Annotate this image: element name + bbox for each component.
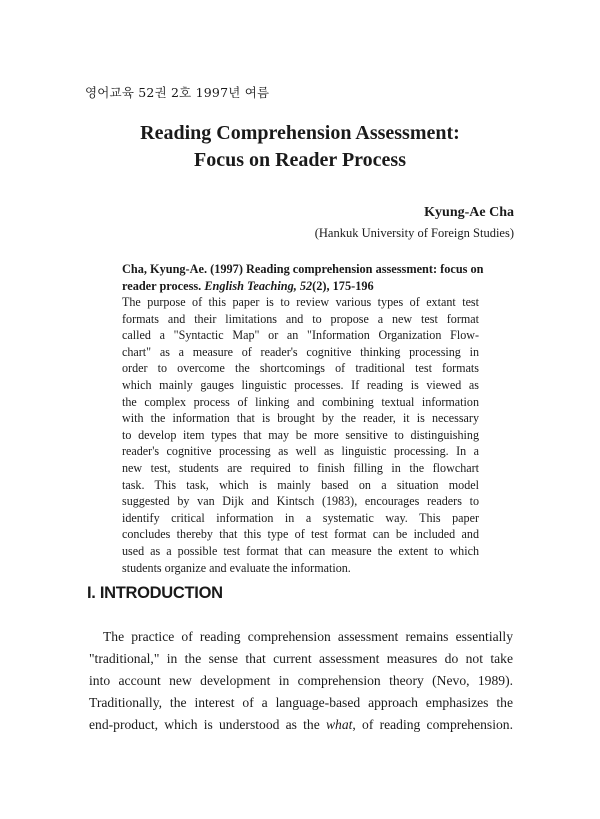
abstract-line: identify critical information in a systematic way. This paper [122, 510, 479, 525]
author-affiliation: (Hankuk University of Foreign Studies) [314, 226, 514, 240]
abstract-line: suggested by van Dijk and Kintsch (1983), encourages readers to [122, 494, 479, 509]
intro-paragraph [89, 626, 513, 736]
abstract-line: which mainly gauges linguistic processes. If reading is viewed as [122, 377, 479, 392]
abstract-line: to develop item types that may be more sensitive to distinguishing [122, 427, 479, 442]
abstract-line: formats and their limitations and to propose a new test format [122, 311, 479, 326]
paper-title-line-2: Focus on Reader Process [193, 149, 406, 171]
abstract-line: order to overcome the shortcomings of traditional test formats [122, 361, 479, 376]
intro-line [89, 714, 513, 736]
citation-pages: (2), 175-196 [312, 278, 374, 293]
abstract [122, 294, 479, 576]
paper-title-line-1: Reading Comprehension Assessment: [140, 122, 460, 144]
citation-text: Cha, Kyung-Ae. (1997) Reading comprehension assessment: focus on reader process. [122, 262, 484, 293]
journal-header: 영어교육 52권 2호 1997년 여름 [85, 85, 270, 100]
abstract-line: with the information that is brought by the reader, it is necessary [122, 411, 479, 426]
abstract-line: used as a possible test format that can measure the extent to which [122, 543, 479, 558]
intro-line: Traditionally, the interest of a language-based approach emphasizes the [89, 695, 513, 710]
abstract-line: concludes thereby that this type of test format can be included and [122, 527, 479, 542]
intro-line: The practice of reading comprehension assessment remains essentially [103, 629, 513, 644]
abstract-line: called a "Syntactic Map" or an "Information Organization Flow- [122, 328, 479, 343]
citation [122, 261, 484, 294]
abstract-line: chart" as a measure of reader's cognitive thinking processing in [122, 344, 479, 359]
abstract-line: reader's cognitive processing as well as linguistic processing. In a [122, 444, 479, 459]
abstract-line: the complex process of linking and combining textual information [122, 394, 479, 409]
intro-line: into account new development in comprehension theory (Nevo, 1989). [89, 673, 513, 688]
intro-text: , of reading comprehension. [352, 717, 513, 732]
intro-line: "traditional," in the sense that current assessment measures do not take [89, 651, 513, 666]
abstract-line: new test, students are required to finish filling in the flowchart [122, 460, 479, 475]
abstract-line: students organize and evaluate the information. [122, 560, 351, 575]
author-name: Kyung-Ae Cha [424, 205, 514, 220]
intro-italic-what: what [325, 717, 353, 732]
section-heading: I. INTRODUCTION [87, 584, 223, 602]
citation-journal: English Teaching, 52 [204, 278, 313, 293]
abstract-line: task. This task, which is mainly based on a situation model [122, 477, 479, 492]
abstract-line: The purpose of this paper is to review various types of extant test [122, 295, 479, 309]
intro-text: end-product, which is understood as the [89, 717, 326, 732]
